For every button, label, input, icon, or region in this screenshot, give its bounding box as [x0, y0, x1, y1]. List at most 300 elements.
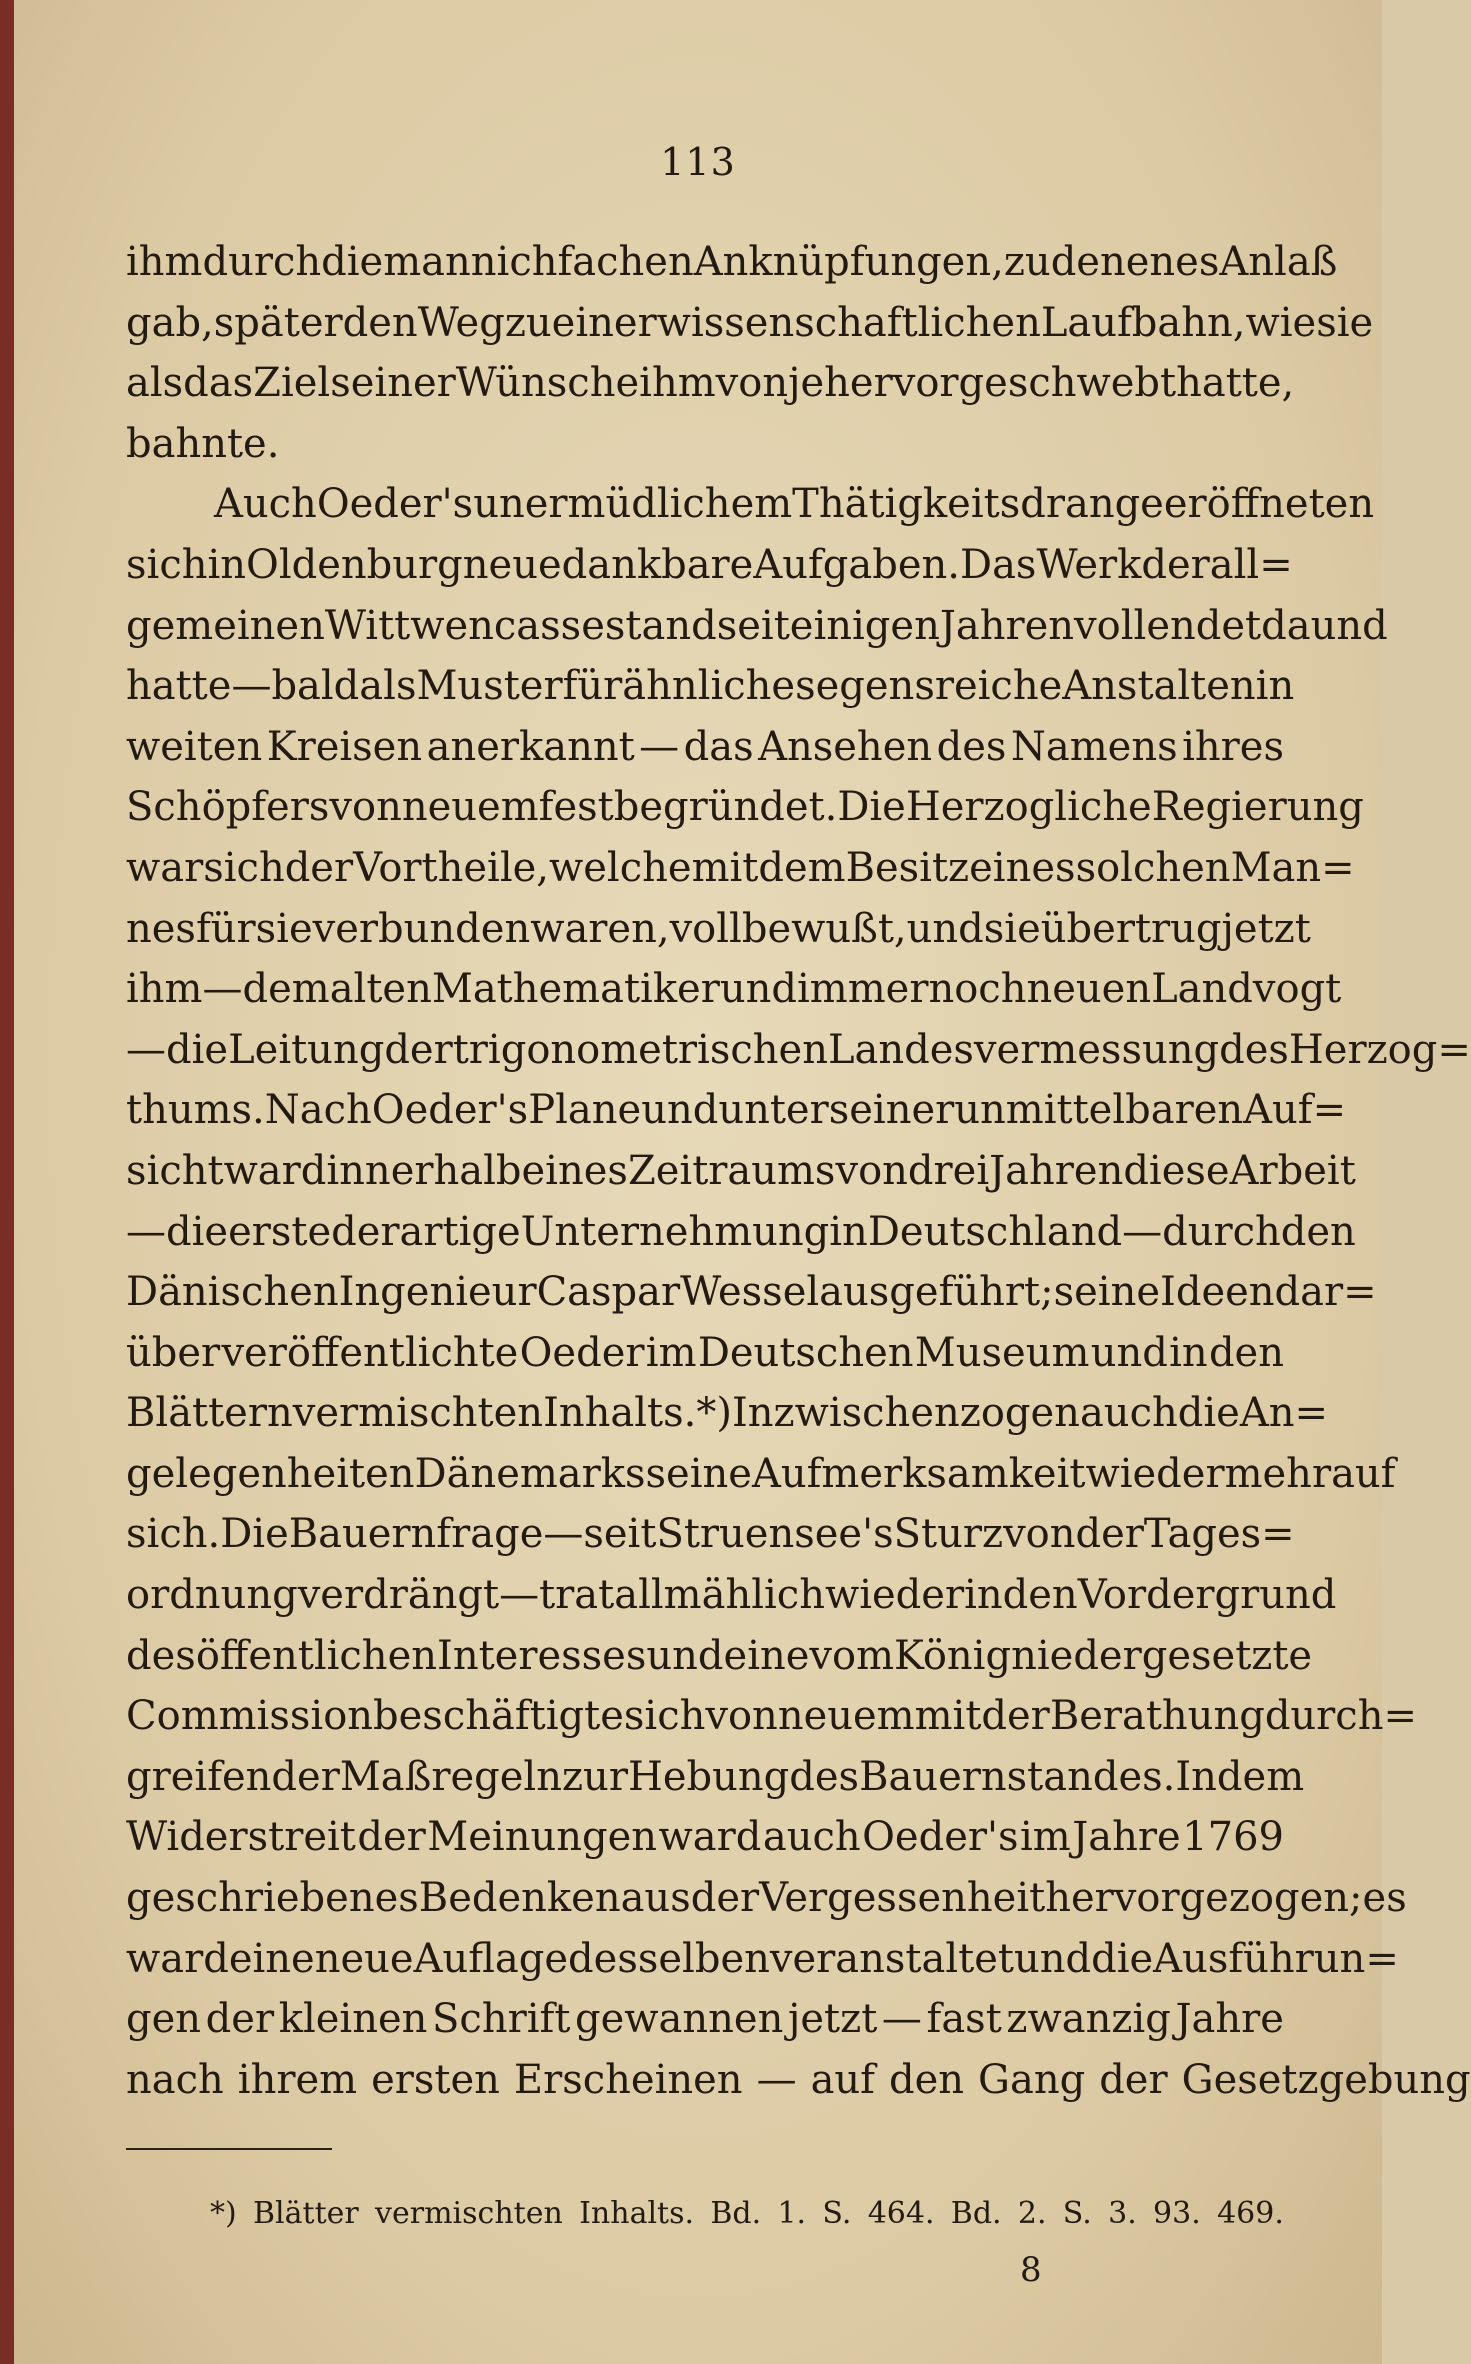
footnote-token: 1. — [777, 2196, 807, 2231]
word: Namens — [1010, 723, 1178, 770]
word: Das — [960, 541, 1037, 588]
text-line — [126, 293, 1374, 354]
word: gewannen — [575, 1996, 784, 2043]
word: in — [1255, 663, 1295, 710]
word: von — [715, 360, 789, 407]
word: Meinungen — [427, 1814, 658, 1861]
word: hatte, — [1176, 360, 1295, 407]
word: denen — [1050, 239, 1176, 285]
word: ward — [658, 1814, 762, 1861]
word: fest — [538, 784, 614, 831]
word: neue — [314, 1935, 414, 1982]
word: ihm — [639, 360, 716, 407]
word: — — [499, 1572, 540, 1619]
word: seit — [716, 602, 790, 649]
word: Blättern — [126, 1390, 293, 1437]
word: des — [936, 723, 1007, 770]
word: durch= — [1264, 1693, 1417, 1740]
text-line — [126, 596, 1388, 657]
text-line — [126, 1565, 1337, 1626]
word: und — [646, 1632, 724, 1679]
word: Sturz — [893, 1511, 1004, 1558]
word: Besitz — [845, 844, 970, 891]
word: innerhalb — [326, 1147, 522, 1194]
word: aus — [620, 1875, 691, 1922]
word: neue — [462, 541, 562, 588]
word: hervorgezogen; — [1045, 1875, 1363, 1922]
word: Erscheinen — [513, 2056, 743, 2103]
word: von — [329, 784, 402, 831]
text-line — [126, 1020, 1471, 1081]
word: der — [1099, 2056, 1168, 2103]
word: dem — [1216, 1753, 1305, 1800]
text-line — [126, 414, 1284, 475]
word: ordnung — [126, 1572, 298, 1619]
word: dem — [242, 966, 330, 1013]
word: Kreisen — [266, 723, 423, 770]
word: immer — [797, 966, 929, 1013]
word: in — [829, 1208, 868, 1255]
signature-mark: 8 — [1020, 2250, 1042, 2290]
word: wissenschaftlichen — [656, 299, 1041, 346]
word: die — [166, 1026, 229, 1073]
word: derartige — [331, 1208, 521, 1255]
word: verbunden — [312, 905, 531, 952]
word: ward — [223, 1147, 327, 1194]
text-line — [126, 1202, 1356, 1263]
word: sie — [1316, 299, 1374, 346]
text-line — [126, 1626, 1313, 1687]
footnote-token: Blätter — [253, 2196, 359, 2231]
word: bald — [271, 663, 360, 710]
word: nes — [126, 905, 196, 952]
footnote — [210, 2196, 1284, 2231]
word: für — [562, 663, 623, 710]
word: mit — [914, 1693, 982, 1740]
word: Bauernfrage — [288, 1511, 544, 1558]
word: Maßregeln — [339, 1753, 562, 1800]
word: vermischten — [292, 1390, 544, 1437]
footnote-token: S. — [1062, 2196, 1092, 2231]
word: Vortheile, — [353, 844, 550, 891]
word: sie — [255, 905, 313, 952]
word: Weg — [417, 299, 505, 346]
footnote-token: vermischten — [375, 2196, 563, 2231]
word: Commission — [126, 1693, 374, 1740]
word: beschäftigte — [373, 1693, 624, 1740]
word: Bedenken — [418, 1875, 621, 1922]
word: über — [126, 1329, 221, 1376]
word: den — [1208, 1329, 1284, 1376]
word: das — [183, 360, 254, 407]
word: der — [384, 1026, 453, 1073]
word: Wittwencasse — [324, 602, 605, 649]
text-line — [126, 1444, 1396, 1505]
word: nach — [126, 2056, 224, 2103]
word: jetzt — [1221, 905, 1311, 952]
word: anerkannt — [426, 723, 635, 770]
word: die — [1177, 1390, 1240, 1437]
word: zu — [1003, 239, 1051, 285]
footnote-token: S. — [822, 2196, 852, 2231]
word: seit — [583, 1511, 657, 1558]
text-line — [126, 1262, 1377, 1323]
word: Ansehen — [758, 723, 933, 770]
text-line — [126, 1323, 1284, 1384]
word: Jahre — [1072, 1814, 1181, 1861]
word: erste — [228, 1208, 332, 1255]
text-line — [126, 232, 1338, 293]
word: mit — [691, 844, 759, 891]
word: — — [756, 2056, 797, 2103]
word: ausgeführt; — [819, 1269, 1054, 1316]
text-line — [126, 959, 1342, 1020]
word: dankbare — [561, 541, 754, 588]
text-line — [126, 1141, 1356, 1202]
word: Die — [220, 1511, 289, 1558]
word: und — [641, 1087, 719, 1134]
word: Anstalten — [1062, 663, 1256, 710]
word: bahnte. — [126, 420, 280, 467]
word: und — [719, 966, 797, 1013]
word: — — [202, 966, 243, 1013]
word: Ausführun= — [1153, 1935, 1399, 1982]
text-line — [126, 1686, 1417, 1747]
word: An= — [1239, 1390, 1328, 1437]
word: im — [1020, 1814, 1071, 1861]
word: drei — [907, 1147, 990, 1194]
word: Berathung — [1049, 1693, 1265, 1740]
word: dar= — [1274, 1269, 1377, 1316]
word: Regierung — [1151, 784, 1364, 831]
word: Caspar — [536, 1269, 681, 1316]
word: allmählich — [614, 1572, 825, 1619]
word: Inhalts.*) — [543, 1390, 732, 1437]
word: Dänemarks — [414, 1450, 646, 1497]
footnote-token: 469. — [1217, 2196, 1284, 2231]
word: der — [1075, 1511, 1144, 1558]
word: unter — [718, 1087, 829, 1134]
text-line — [126, 535, 1293, 596]
text-line — [126, 1080, 1347, 1141]
word: Mathematiker — [431, 966, 720, 1013]
word: hatte — [126, 663, 232, 710]
footnote-token: 2. — [1017, 2196, 1047, 2231]
word: Bauernstandes. — [859, 1753, 1176, 1800]
word: welche — [549, 844, 692, 891]
word: Oeder — [519, 1329, 645, 1376]
word: vollendet — [1074, 602, 1262, 649]
word: veranstaltet — [769, 1935, 1014, 1982]
word: Schöpfers — [126, 784, 330, 831]
word: eröffneten — [1163, 481, 1375, 528]
footnote-token: 3. — [1108, 2196, 1137, 2231]
word: sicht — [126, 1147, 224, 1194]
word: zogen — [959, 1390, 1080, 1437]
word: wie — [1245, 299, 1317, 346]
word: der — [1141, 541, 1210, 588]
word: niedergesetzte — [1011, 1632, 1313, 1679]
text-line — [126, 717, 1284, 778]
text-line — [126, 474, 1375, 535]
word: — — [543, 1511, 584, 1558]
word: das — [683, 723, 754, 770]
word: Vordergrund — [1077, 1572, 1337, 1619]
word: Gesetzgebung — [1181, 2056, 1471, 2103]
word: als — [126, 360, 184, 407]
word: weiten — [126, 723, 263, 770]
word: — — [881, 1996, 922, 2043]
word: trigonometrischen — [452, 1026, 828, 1073]
word: mehr — [1224, 1450, 1332, 1497]
word: Auflage — [413, 1935, 569, 1982]
word: einer — [551, 299, 657, 346]
word: kleinen — [278, 1996, 428, 2043]
word: Deutschen — [697, 1329, 914, 1376]
word: die — [166, 1208, 229, 1255]
word: Widerstreit — [126, 1814, 356, 1861]
word: den — [1280, 1208, 1356, 1255]
word: der — [981, 1693, 1050, 1740]
word: Interesses — [437, 1632, 647, 1679]
word: Herzogliche — [905, 784, 1152, 831]
word: all= — [1209, 541, 1293, 588]
word: ward — [126, 1935, 229, 1982]
word: eines — [969, 844, 1076, 891]
word: ihm — [126, 239, 203, 285]
word: in — [207, 541, 247, 588]
text-line — [126, 656, 1295, 717]
word: zu — [504, 299, 552, 346]
word: trat — [539, 1572, 615, 1619]
word: Aufgaben. — [753, 541, 961, 588]
word: Museum — [914, 1329, 1090, 1376]
word: noch — [928, 966, 1027, 1013]
word: zwanzig — [1006, 1996, 1171, 2043]
word: Anlaß — [1219, 239, 1338, 285]
word: Vergessenheit — [759, 1875, 1046, 1922]
word: Oldenburg — [246, 541, 463, 588]
word: Hebung — [627, 1753, 790, 1800]
word: wieder — [824, 1572, 965, 1619]
word: von — [835, 1147, 908, 1194]
footnote-token: Bd. — [710, 2196, 762, 2231]
text-line — [126, 1929, 1399, 1990]
word: Gang — [978, 2056, 1086, 2103]
word: eine — [723, 1632, 810, 1679]
text-line — [126, 777, 1364, 838]
word: durch — [202, 239, 322, 285]
word: da — [1261, 602, 1311, 649]
footnote-token: 93. — [1153, 2196, 1201, 2231]
word: im — [645, 1329, 697, 1376]
word: es — [1175, 239, 1220, 285]
word: und — [1310, 602, 1388, 649]
word: — — [639, 723, 680, 770]
word: Tages= — [1143, 1511, 1295, 1558]
word: Deutschland — [867, 1208, 1123, 1255]
word: mannichfachen — [383, 239, 694, 285]
word: als — [359, 663, 417, 710]
text-line — [126, 1504, 1295, 1565]
word: die — [321, 239, 384, 285]
word: in — [964, 1572, 1003, 1619]
word: Zeitraums — [627, 1147, 836, 1194]
word: Unternehmung — [520, 1208, 830, 1255]
word: durch — [1162, 1208, 1281, 1255]
word: zur — [561, 1753, 628, 1800]
text-line — [126, 2050, 1471, 2111]
word: sich — [126, 541, 208, 588]
main-text — [126, 232, 1471, 2110]
footnote-token: 464. — [867, 2196, 935, 2231]
word: Jahren — [989, 1147, 1124, 1194]
word: verdrängt — [297, 1572, 500, 1619]
word: war — [126, 844, 204, 891]
word: ähnliche — [622, 663, 796, 710]
word: auch — [762, 1814, 861, 1861]
word: Thätigkeitsdrange — [792, 481, 1164, 528]
word: Laufbahn, — [1040, 299, 1246, 346]
word: Arbeit — [1229, 1147, 1356, 1194]
word: segensreiche — [795, 663, 1063, 710]
word: und — [1090, 1329, 1168, 1376]
word: den — [342, 299, 418, 346]
word: fast — [926, 1996, 1002, 2043]
word: und — [906, 905, 984, 952]
word: Werk — [1036, 541, 1142, 588]
word: ihres — [1182, 723, 1284, 770]
word: gab, — [126, 299, 214, 346]
word: seiner — [828, 1087, 955, 1134]
word: jeher — [788, 360, 893, 407]
word: Wünsche — [455, 360, 640, 407]
footnote-token: *) — [210, 2196, 237, 2231]
text-line — [126, 353, 1295, 414]
word: Oeder's — [371, 1087, 529, 1134]
word: wieder — [1085, 1450, 1225, 1497]
word: Auch — [214, 481, 317, 528]
word: veröffentlichte — [221, 1329, 519, 1376]
word: greifender — [126, 1753, 340, 1800]
word: Ideen — [1160, 1269, 1275, 1316]
word: den — [888, 2056, 965, 2103]
word: Nach — [264, 1087, 372, 1134]
word: unermüdlichem — [473, 481, 793, 528]
word: für — [195, 905, 256, 952]
word: König — [894, 1632, 1012, 1679]
word: sich. — [126, 1511, 221, 1558]
word: In — [1175, 1753, 1217, 1800]
word: vom — [809, 1632, 895, 1679]
page-number: 113 — [660, 140, 736, 184]
word: Plane — [528, 1087, 642, 1134]
word: Jahre — [1175, 1996, 1284, 2043]
word: eine — [228, 1935, 315, 1982]
word: Aufmerksamkeit — [751, 1450, 1086, 1497]
word: — — [1122, 1208, 1163, 1255]
word: später — [213, 299, 343, 346]
word: Anknüpfungen, — [693, 239, 1004, 285]
footnote-rule — [126, 2148, 332, 2150]
word: den — [1002, 1572, 1078, 1619]
word: 1769 — [1182, 1814, 1284, 1861]
word: vorgeschwebt — [892, 360, 1177, 407]
word: Die — [837, 784, 906, 831]
word: gemeinen — [126, 602, 325, 649]
word: Auf= — [1243, 1087, 1347, 1134]
word: seine — [645, 1450, 752, 1497]
text-line — [126, 838, 1355, 899]
word: Oeder's — [862, 1814, 1019, 1861]
word: Struensee's — [656, 1511, 894, 1558]
word: waren, — [530, 905, 670, 952]
word: Ziel — [253, 360, 331, 407]
word: Muster — [416, 663, 563, 710]
word: auf — [1331, 1450, 1396, 1497]
word: seine — [1053, 1269, 1161, 1316]
word: es — [1362, 1875, 1407, 1922]
word: Oeder's — [316, 481, 474, 528]
word: neuem — [777, 1693, 915, 1740]
word: stand — [604, 602, 717, 649]
word: Inzwischen — [731, 1390, 960, 1437]
word: — — [126, 1208, 166, 1255]
word: die — [1091, 1935, 1154, 1982]
word: der — [690, 1875, 760, 1922]
word: Landvogt — [1151, 966, 1342, 1013]
word: vollbewußt, — [669, 905, 907, 952]
word: auch — [1079, 1390, 1178, 1437]
word: auf — [810, 2056, 875, 2103]
word: solchen — [1075, 844, 1231, 891]
word: des — [126, 1632, 196, 1679]
word: gen — [126, 1996, 202, 2043]
text-line — [126, 899, 1311, 960]
word: des — [789, 1753, 860, 1800]
word: der — [205, 1996, 275, 2043]
word: — — [126, 1026, 166, 1073]
word: Landesvermessung — [827, 1026, 1220, 1073]
word: thums. — [126, 1087, 265, 1134]
word: des — [1219, 1026, 1289, 1073]
word: der — [284, 844, 354, 891]
text-line — [126, 1747, 1305, 1808]
word: Jahren — [939, 602, 1075, 649]
word: Wessel — [680, 1269, 820, 1316]
word: ihm — [126, 966, 203, 1013]
text-line — [126, 1807, 1284, 1868]
word: sich — [623, 1693, 706, 1740]
word: geschriebenes — [126, 1875, 419, 1922]
word: Dänischen — [126, 1269, 339, 1316]
word: Man= — [1230, 844, 1355, 891]
word: ersten — [371, 2056, 500, 2103]
word: sie — [983, 905, 1041, 952]
word: dem — [758, 844, 846, 891]
word: diese — [1123, 1147, 1230, 1194]
word: alten — [329, 966, 432, 1013]
text-line — [126, 1383, 1328, 1444]
word: von — [1003, 1511, 1076, 1558]
word: Ingenieur — [338, 1269, 537, 1316]
word: einigen — [789, 602, 940, 649]
footnote-token: Bd. — [950, 2196, 1002, 2231]
word: seiner — [330, 360, 456, 407]
word: begründet. — [613, 784, 838, 831]
word: von — [705, 1693, 778, 1740]
word: gelegenheiten — [126, 1450, 415, 1497]
